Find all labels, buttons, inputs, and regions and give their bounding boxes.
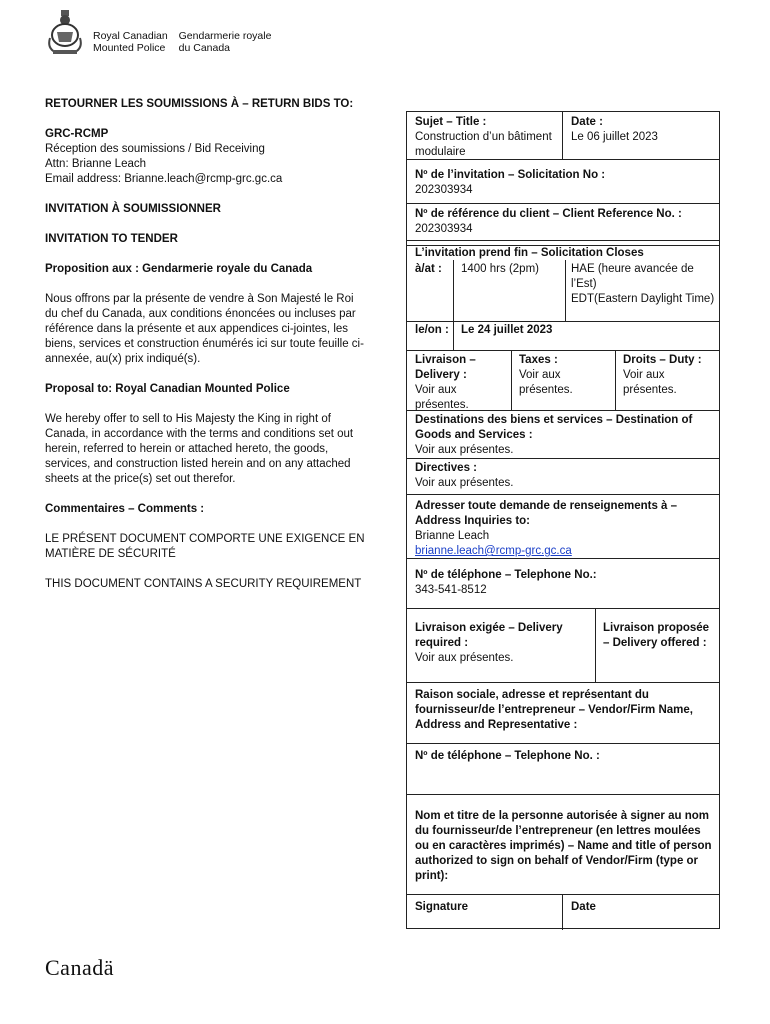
solicitation-closes-label: L’invitation prend fin – Solicitation Closes [415,247,644,259]
client-reference-value: 202303934 [415,223,473,235]
left-column [45,97,365,607]
invitation-en: INVITATION TO TENDER [45,233,178,245]
agency-fr-line2: du Canada [178,42,231,54]
solicitation-no-value: 202303934 [415,184,473,196]
agency-fr-line1: Gendarmerie royale [178,30,272,42]
agency-en-line2: Mounted Police [93,42,166,54]
vendor-label: Raison sociale, adresse et représentant du fournisseur/de l’entrepreneur – Vendor/Firm Name, Address and Representative : [415,689,693,731]
agency-en-line1: Royal Canadian [93,30,168,42]
duty-label: Droits – Duty : [623,354,702,366]
client-reference-label: Nº de référence du client – Client Reference No. : [415,208,682,220]
closing-time: 1400 hrs (2pm) [461,263,539,275]
date-label: Date : [571,116,603,128]
return-bids-heading: RETOURNER LES SOUMISSIONS À – RETURN BIDS TO: [45,98,354,110]
bid-receiving: Réception des soumissions / Bid Receiving [45,143,265,155]
signature-label: Signature [415,901,469,913]
destination-value: Voir aux présentes. [415,444,514,456]
taxes-value: Voir aux présentes. [519,369,573,396]
authorized-signer-label: Nom et titre de la personne autorisée à signer au nom du fournisseur/de l’entrepreneur (en lettres moulées ou en caractères imprimés) – Name and title of person authorized to sign on behalf of Vendor/Firm (type or print): [415,810,712,882]
on-label: le/on : [415,324,449,336]
timezone-fr: HAE (heure avancée de l’Est) [571,263,694,290]
phone-label: Nº de téléphone – Telephone No.: [415,569,597,581]
offer-fr-text: Nous offrons par la présente de vendre à Son Majesté le Roi du chef du Canada, aux conditions énoncées ou incluses par référence dans la présente et aux appendices ci-jointes, les biens, services et construction énumérés ici sur toute feuille ci-annexée, au(x) prix indiqué(s). [45,293,364,365]
org-name: GRC-RCMP [45,128,109,140]
rcmp-crest-icon [45,8,85,56]
closing-date: Le 24 juillet 2023 [461,324,553,336]
security-en: THIS DOCUMENT CONTAINS A SECURITY REQUIREMENT [45,578,362,590]
proposal-en-heading: Proposal to: Royal Canadian Mounted Police [45,383,290,395]
subject-value: Construction d’un bâtiment modulaire [415,131,552,158]
directives-label: Directives : [415,462,478,474]
offer-en-text: We hereby offer to sell to His Majesty the King in right of Canada, in accordance with the terms and conditions set out herein, referred to herein or attached hereto, the goods, services, and construction listed herein and on any attached sheets at the price(s) set out therefor. [45,413,354,485]
attention-line: Attn: Brianne Leach [45,158,147,170]
directives-value: Voir aux présentes. [415,477,514,489]
agency-name [93,30,279,54]
subject-label: Sujet – Title : [415,116,487,128]
solicitation-form [406,111,720,929]
solicitation-no-label: Nº de l’invitation – Solicitation No : [415,169,606,181]
inquiries-name: Brianne Leach [415,530,490,542]
delivery-offered-label: Livraison proposée – Delivery offered : [603,622,710,649]
invitation-fr: INVITATION À SOUMISSIONNER [45,203,221,215]
vendor-phone-label: Nº de téléphone – Telephone No. : [415,750,600,762]
delivery-required-label: Livraison exigée – Delivery required : [415,622,563,649]
destination-label: Destinations des biens et services – Destination of Goods and Services : [415,414,693,441]
duty-value: Voir aux présentes. [623,369,677,396]
canada-wordmark: Canadä [45,955,114,980]
phone-value: 343-541-8512 [415,584,487,596]
comments-label: Commentaires – Comments : [45,503,205,515]
delivery-required-value: Voir aux présentes. [415,652,514,664]
proposal-fr-heading: Proposition aux : Gendarmerie royale du Canada [45,263,313,275]
date-value: Le 06 juillet 2023 [571,131,658,143]
timezone-en: EDT(Eastern Daylight Time) [571,293,715,305]
delivery-value: Voir aux présentes. [415,384,469,411]
email-address: Email address: Brianne.leach@rcmp-grc.gc.ca [45,173,283,185]
delivery-label: Livraison – Delivery : [415,354,476,381]
security-fr: LE PRÉSENT DOCUMENT COMPORTE UNE EXIGENCE EN MATIÈRE DE SÉCURITÉ [45,533,365,560]
inquiries-email-link[interactable]: brianne.leach@rcmp-grc.gc.ca [415,545,572,557]
taxes-label: Taxes : [519,354,558,366]
at-label: à/at : [415,263,442,275]
signature-date-label: Date [571,901,596,913]
inquiries-label: Adresser toute demande de renseignements à – Address Inquiries to: [415,500,678,527]
